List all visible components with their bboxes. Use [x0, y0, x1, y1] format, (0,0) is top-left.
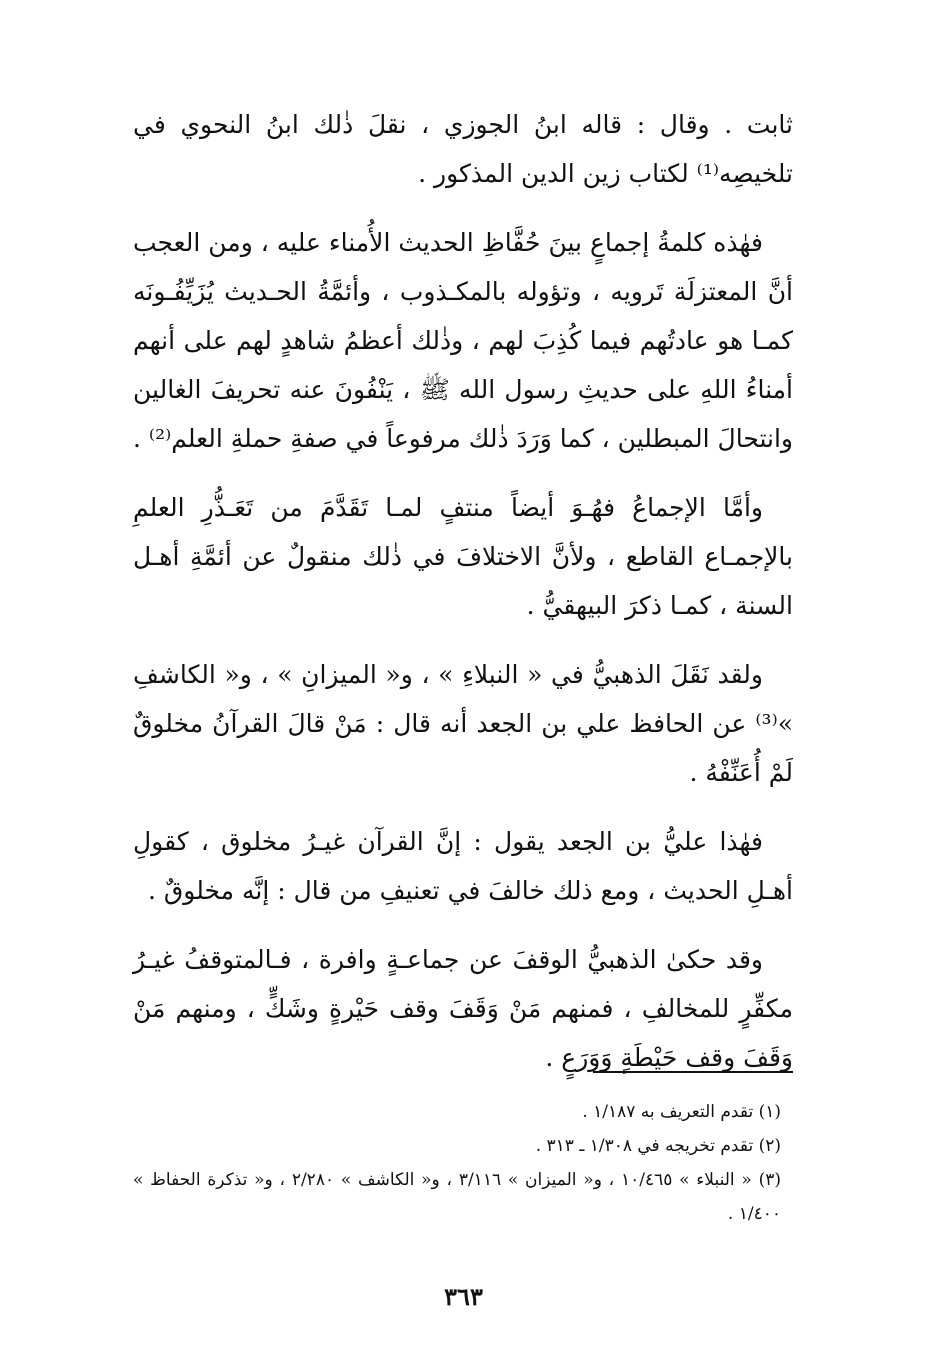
main-text	[133, 100, 793, 1102]
footnote-2: (٢) تقدم تخريجه في ١/٣٠٨ ـ ٣١٣ .	[535, 1136, 781, 1156]
paragraph-2: فهٰذه كلمةُ إجماعٍ بينَ حُفَّاظِ الحديث الأُمناء عليه ، ومن العجب أنَّ المعتزلَة تَرويه ، وتؤوله بالمكـذوب ، وأئمَّةُ الحـديث يُزَيِّفُـونَه كمـا هو عادتُهم فيما كُذِبَ لهم ، وذٰلك أعظمُ شاهدٍ لهم على أنهم أمناءُ اللهِ على حديثِ رسول الله ﷺ ، يَنْفُونَ عنه تحريفَ الغالين وانتحالَ المبطلين ، كما وَرَدَ ذٰلك مرفوعاً في صفةِ حملةِ العلم⁽²⁾ .	[133, 228, 793, 453]
footnote-1: (١) تقدم التعريف به ١/١٨٧ .	[582, 1102, 781, 1122]
paragraph-3: وأمَّا الإجماعُ فهُـوَ أيضاً منتفٍ لمـا تَقَدَّمَ من تَعَـذُّرِ العلمِ بالإجمـاع القاطع ، ولأنَّ الاختلافَ في ذٰلك منقولٌ عن أئمَّةِ أهـل السنة ، كمـا ذكرَ البيهقيُّ .	[133, 493, 793, 620]
footnote-3: (٣) « النبلاء » ١٠/٤٦٥ ، و« الميزان » ٣/١١٦ ، و« الكاشف » ٢/٢٨٠ ، و« تذكرة الحفاظ » ١/٤٠٠ .	[133, 1170, 781, 1224]
paragraph-4: ولقد نَقَلَ الذهبيُّ في « النبلاءِ » ، و« الميزانِ » ، و« الكاشفِ »⁽³⁾ عن الحافظ علي بن الجعد أنه قال : مَنْ قالَ القرآنُ مخلوقٌ لَمْ أُعَنِّفْهُ .	[133, 660, 793, 787]
paragraph-6: وقد حكىٰ الذهبيُّ الوقفَ عن جماعـةٍ وافرة ، فـالمتوقفُ غيـرُ مكفِّرٍ للمخالفِ ، فمنهم مَنْ وَقَفَ وقف حَيْرةٍ وشَكٍّ ، ومنهم مَنْ وَقَفَ وقف حَيْطَةٍ وَوَرَعٍ .	[133, 945, 793, 1072]
footnote-divider	[593, 1071, 793, 1073]
page-number: ٣٦٣	[444, 1282, 483, 1311]
paragraph-5: فهٰذا عليُّ بن الجعد يقول : إنَّ القرآن غيـرُ مخلوق ، كقولِ أهـلِ الحديث ، ومع ذلك خالفَ في تعنيفِ من قال : إنَّه مخلوقٌ .	[133, 827, 793, 905]
footnotes	[133, 1095, 793, 1231]
paragraph-1: ثابت . وقال : قاله ابنُ الجوزي ، نقلَ ذٰلك ابنُ النحوي في تلخيصِه⁽¹⁾ لكتاب زين الدين المذكور .	[133, 110, 793, 188]
